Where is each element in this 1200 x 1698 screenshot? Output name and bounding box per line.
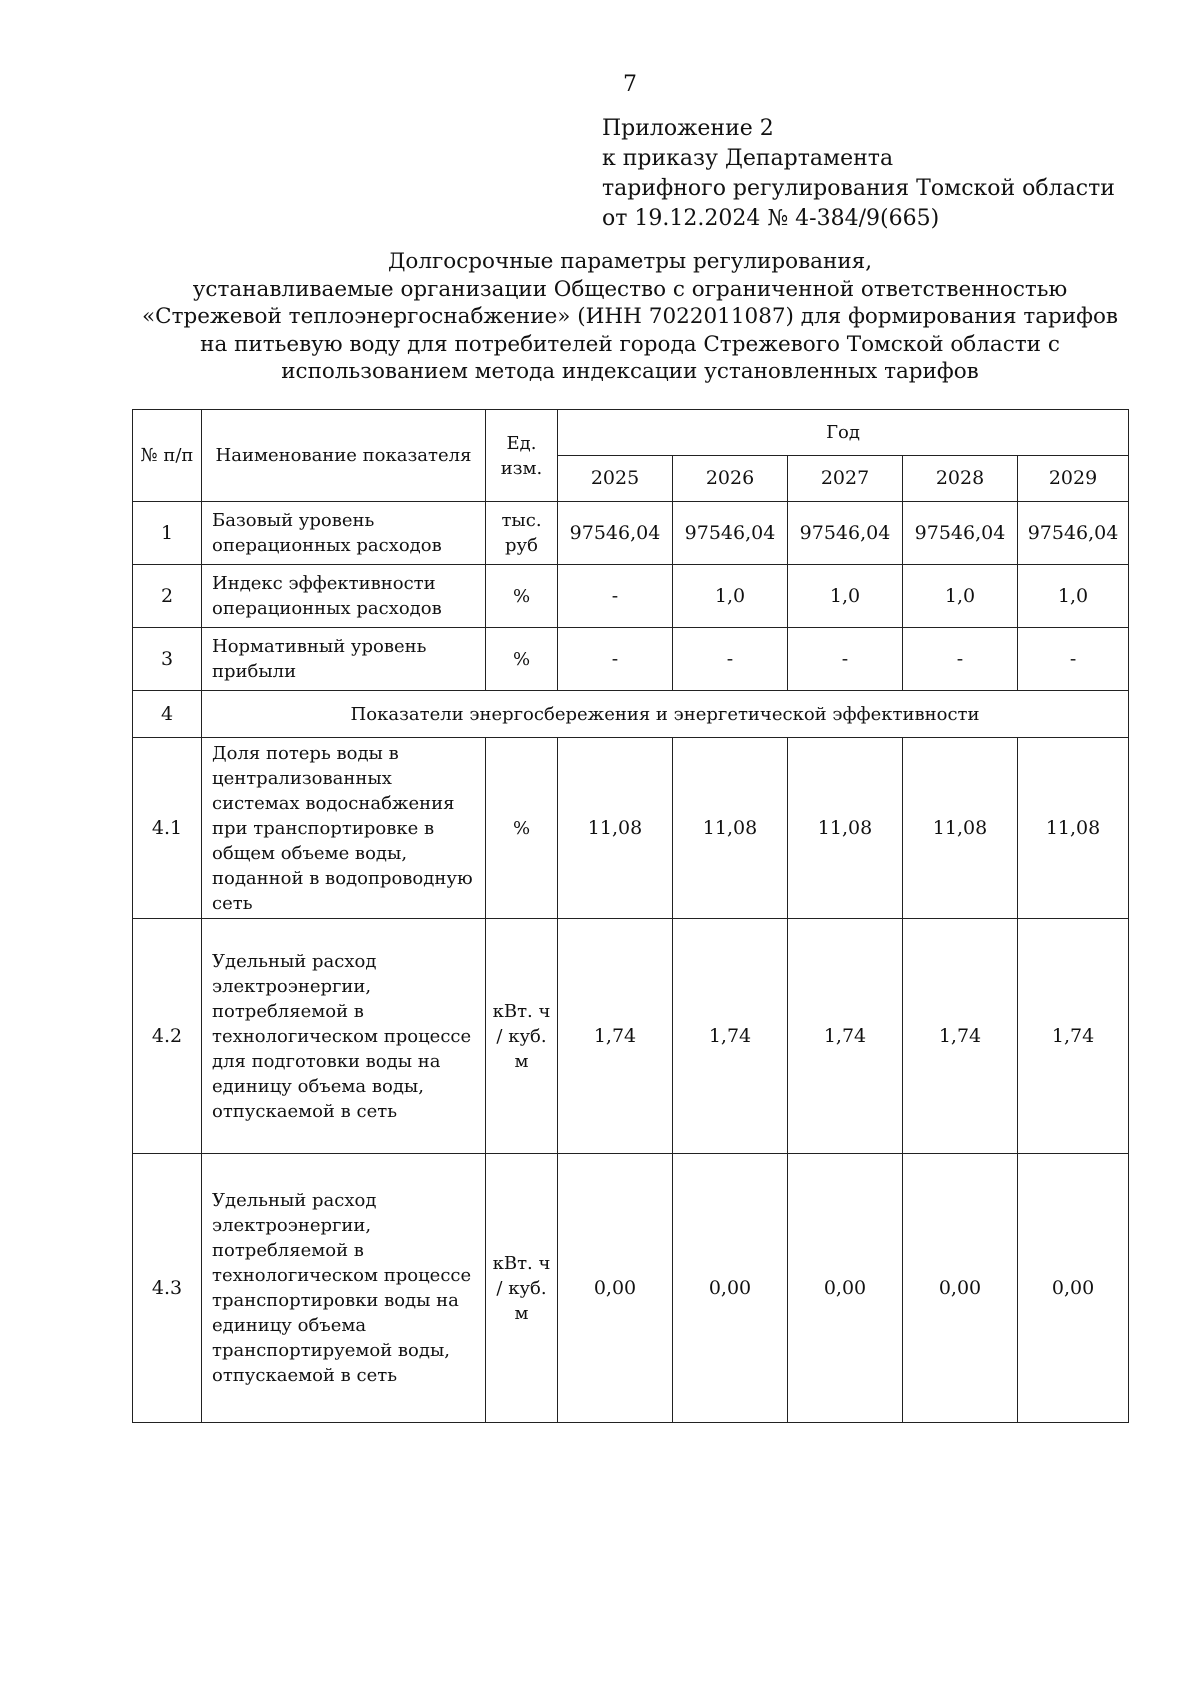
row-unit: кВт. ч / куб. м [486,919,558,1154]
row-no: 3 [133,628,202,691]
appendix-line: к приказу Департамента [602,146,894,171]
header-year-cell: 2025 [558,456,673,502]
table-row [133,1154,1129,1423]
header-year-cell: 2026 [673,456,788,502]
header-year-cell: 2029 [1018,456,1129,502]
page-number: 7 [623,72,637,97]
document-title [130,248,1130,386]
appendix-line: Приложение 2 [602,116,774,141]
row-value: 1,0 [903,565,1018,628]
table-header-row [133,410,1129,456]
table-row [133,919,1129,1154]
row-value: 0,00 [788,1154,903,1423]
table-row [133,628,1129,691]
row-no: 4.3 [133,1154,202,1423]
row-unit: кВт. ч / куб. м [486,1154,558,1423]
title-line: «Стрежевой теплоэнергоснабжение» (ИНН 7022011087) для формирования тарифов [141,304,1119,329]
row-value: 1,74 [673,919,788,1154]
row-value: 1,0 [788,565,903,628]
row-value: 1,74 [903,919,1018,1154]
row-value: - [1018,628,1129,691]
header-unit: Ед. изм. [486,410,558,502]
header-name: Наименование показателя [202,410,486,502]
row-value: - [558,628,673,691]
row-unit: тыс. руб [486,502,558,565]
row-value: 1,0 [1018,565,1129,628]
row-name: Удельный расход электроэнергии, потребляемой в технологическом процессе транспортировки воды на единицу объема транспортируемой воды, отпускаемой в сеть [202,1154,486,1423]
row-unit: % [486,628,558,691]
row-name: Базовый уровень операционных расходов [202,502,486,565]
row-name: Индекс эффективности операционных расходов [202,565,486,628]
appendix-block [602,114,1115,234]
row-value: 1,74 [1018,919,1129,1154]
row-value: 0,00 [673,1154,788,1423]
header-year-cell: 2028 [903,456,1018,502]
row-no: 1 [133,502,202,565]
row-value: 11,08 [558,738,673,919]
row-unit: % [486,565,558,628]
row-value: 0,00 [558,1154,673,1423]
row-value: 1,74 [558,919,673,1154]
row-unit: % [486,738,558,919]
title-line: Долгосрочные параметры регулирования, [387,249,873,274]
row-name: Удельный расход электроэнергии, потребляемой в технологическом процессе для подготовки воды на единицу объема воды, отпускаемой в сеть [202,919,486,1154]
row-value: 0,00 [1018,1154,1129,1423]
row-value: 97546,04 [788,502,903,565]
appendix-line: тарифного регулирования Томской области [602,176,1115,201]
row-no: 4 [133,691,202,738]
row-name: Нормативный уровень прибыли [202,628,486,691]
row-value: - [903,628,1018,691]
row-no: 4.1 [133,738,202,919]
row-value: - [558,565,673,628]
row-value: 11,08 [673,738,788,919]
parameters-table [132,409,1129,1423]
row-value: 97546,04 [1018,502,1129,565]
row-value: - [673,628,788,691]
row-value: 97546,04 [903,502,1018,565]
table-row [133,738,1129,919]
header-year-cell: 2027 [788,456,903,502]
row-no: 2 [133,565,202,628]
appendix-line: от 19.12.2024 № 4-384/9(665) [602,206,940,231]
row-value: 11,08 [903,738,1018,919]
row-value: 11,08 [788,738,903,919]
title-line: устанавливаемые организации Общество с ограниченной ответственностью [192,276,1068,302]
table-row [133,565,1129,628]
table-row [133,502,1129,565]
row-no: 4.2 [133,919,202,1154]
header-no: № п/п [133,410,202,502]
header-year: Год [558,410,1129,456]
row-value: 97546,04 [673,502,788,565]
row-value: 1,74 [788,919,903,1154]
row-value: 0,00 [903,1154,1018,1423]
table-section-row [133,691,1129,738]
section-title: Показатели энергосбережения и энергетической эффективности [202,691,1129,738]
row-value: 97546,04 [558,502,673,565]
row-name: Доля потерь воды в централизованных системах водоснабжения при транспортировке в общем объеме воды, поданной в водопроводную сеть [202,738,486,919]
row-value: - [788,628,903,691]
title-line: на питьевую воду для потребителей города Стрежевого Томской области с [200,331,1060,357]
title-line: использованием метода индексации установленных тарифов [281,359,979,384]
row-value: 11,08 [1018,738,1129,919]
row-value: 1,0 [673,565,788,628]
